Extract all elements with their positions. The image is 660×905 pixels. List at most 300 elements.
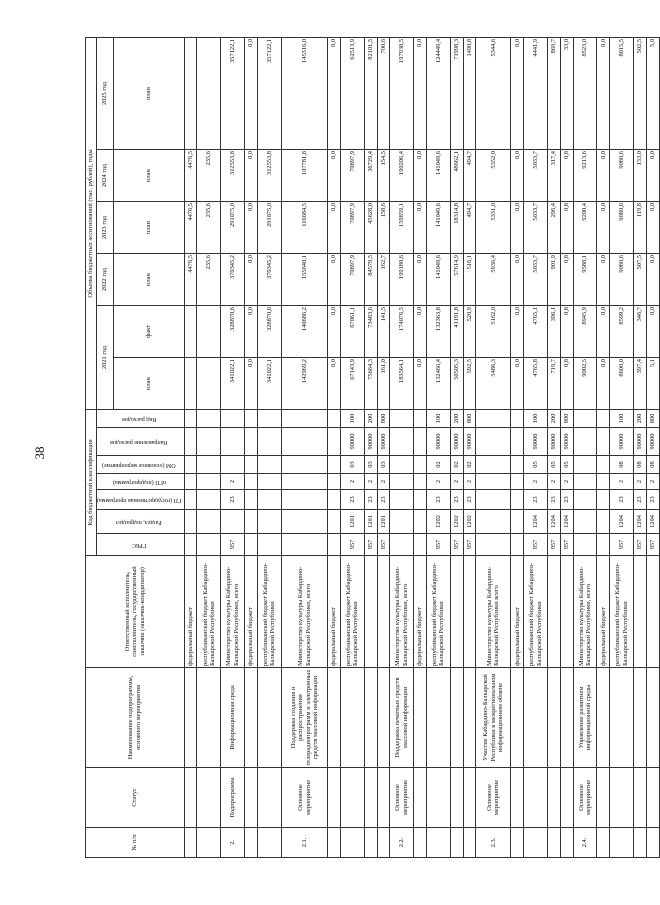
cell-fact-2021: 0,0	[245, 306, 258, 358]
cell-status	[634, 768, 647, 828]
header-plan-2025: план	[113, 37, 184, 149]
header-year-2023: 2023 год	[97, 202, 114, 254]
cell-direction	[257, 428, 281, 456]
cell-name	[610, 668, 634, 768]
cell-num	[560, 828, 573, 858]
cell-plan-2022: 57614,9	[450, 254, 463, 306]
cell-num: 2.1.	[281, 828, 327, 858]
cell-num	[426, 828, 450, 858]
cell-plan-2023: 0,0	[328, 202, 341, 254]
cell-pgp: 2	[221, 474, 245, 490]
cell-name: Поддержка создания и распространения телерадиопрограмм и электронных средств массовой информации	[281, 668, 327, 768]
cell-plan-2022: 901,9	[548, 254, 561, 306]
cell-grbs: 957	[340, 534, 364, 556]
cell-gp	[390, 490, 414, 510]
cell-expense-type	[597, 410, 610, 428]
cell-plan-2025: 33,0	[560, 37, 573, 149]
table-row	[426, 37, 450, 857]
cell-plan-2022: 155640,1	[281, 254, 327, 306]
cell-pgp	[197, 474, 221, 490]
cell-direction	[245, 428, 258, 456]
cell-gp: 23	[610, 490, 634, 510]
cell-status	[610, 768, 634, 828]
cell-pgp: 2	[426, 474, 450, 490]
cell-plan-2022: 141049,6	[426, 254, 450, 306]
cell-om: 02	[426, 456, 450, 474]
header-direction: Направление расходов	[97, 428, 185, 456]
page-number: 38	[32, 446, 47, 460]
cell-status: Основное мероприятие	[281, 768, 327, 828]
cell-section	[476, 510, 511, 534]
cell-name	[548, 668, 561, 768]
cell-status	[450, 768, 463, 828]
cell-num	[377, 828, 390, 858]
cell-gp	[245, 490, 258, 510]
cell-name	[597, 668, 610, 768]
cell-section	[281, 510, 327, 534]
cell-num	[184, 828, 197, 858]
cell-num	[364, 828, 377, 858]
cell-section	[511, 510, 524, 534]
cell-grbs	[390, 534, 414, 556]
cell-plan-2021	[184, 358, 197, 410]
cell-fact-2021: 5162,0	[476, 306, 511, 358]
cell-plan-2024: 5352,0	[476, 150, 511, 202]
table-row	[377, 37, 390, 857]
cell-gp: 23	[426, 490, 450, 510]
cell-gp: 23	[377, 490, 390, 510]
table-row	[340, 37, 364, 857]
cell-plan-2025: 0,0	[328, 37, 341, 149]
cell-section	[221, 510, 245, 534]
cell-name: Информационная среда	[221, 668, 245, 768]
cell-status: Подпрограмма	[221, 768, 245, 828]
cell-pgp: 2	[560, 474, 573, 490]
cell-om	[184, 456, 197, 474]
cell-executor: федеральный бюджет	[328, 556, 341, 668]
cell-name	[634, 668, 647, 768]
cell-num	[610, 828, 634, 858]
cell-plan-2021: 341022,1	[221, 358, 245, 410]
cell-plan-2025: 71998,3	[450, 37, 463, 149]
cell-plan-2022: 0,0	[328, 254, 341, 306]
cell-gp	[597, 490, 610, 510]
cell-status	[377, 768, 390, 828]
cell-pgp	[573, 474, 597, 490]
header-name: Наименование подпрограммы, основного мероприятия	[86, 668, 185, 768]
cell-plan-2025: 869,7	[548, 37, 561, 149]
cell-section	[257, 510, 281, 534]
cell-executor	[548, 556, 561, 668]
cell-name	[245, 668, 258, 768]
cell-grbs	[573, 534, 597, 556]
cell-fact-2021: 328870,6	[221, 306, 245, 358]
cell-plan-2023: 291075,0	[221, 202, 245, 254]
cell-pgp	[184, 474, 197, 490]
cell-plan-2021: 0,0	[245, 358, 258, 410]
cell-plan-2024: 494,7	[463, 150, 476, 202]
cell-direction: 90000	[364, 428, 377, 456]
cell-name	[524, 668, 548, 768]
cell-plan-2025: 8523,0	[573, 37, 597, 149]
cell-plan-2021: 0,8	[560, 358, 573, 410]
cell-plan-2023: 291075,0	[257, 202, 281, 254]
cell-direction	[597, 428, 610, 456]
cell-num	[548, 828, 561, 858]
cell-plan-2024: 0,0	[511, 150, 524, 202]
cell-plan-2024: 317,4	[548, 150, 561, 202]
cell-status	[364, 768, 377, 828]
cell-num	[245, 828, 258, 858]
cell-grbs	[511, 534, 524, 556]
cell-pgp: 2	[524, 474, 548, 490]
cell-fact-2021: 328870,6	[257, 306, 281, 358]
cell-grbs	[245, 534, 258, 556]
cell-plan-2022: 199180,6	[390, 254, 414, 306]
cell-direction: 90000	[560, 428, 573, 456]
cell-plan-2025: 502,5	[634, 37, 647, 149]
cell-plan-2022: 0,0	[414, 254, 427, 306]
cell-section	[390, 510, 414, 534]
cell-section: 1201	[364, 510, 377, 534]
cell-pgp: 2	[377, 474, 390, 490]
cell-plan-2023: 18314,8	[450, 202, 463, 254]
cell-section: 1204	[634, 510, 647, 534]
cell-plan-2025	[197, 37, 221, 149]
cell-pgp	[597, 474, 610, 490]
cell-executor: Министерство культуры Кабардино-Балкарской Республики, всего	[281, 556, 327, 668]
cell-plan-2025	[184, 37, 197, 149]
cell-plan-2025: 145316,0	[281, 37, 327, 149]
cell-direction: 90000	[426, 428, 450, 456]
cell-plan-2022: 9588,1	[573, 254, 597, 306]
table-row	[414, 37, 427, 857]
cell-name	[364, 668, 377, 768]
cell-executor	[634, 556, 647, 668]
cell-expense-type	[197, 410, 221, 428]
table-row	[597, 37, 610, 857]
cell-expense-type: 800	[646, 410, 659, 428]
cell-expense-type	[245, 410, 258, 428]
cell-pgp	[476, 474, 511, 490]
cell-plan-2022: 0,0	[597, 254, 610, 306]
cell-expense-type	[281, 410, 327, 428]
cell-plan-2024: 190206,4	[390, 150, 414, 202]
cell-section: 1204	[524, 510, 548, 534]
cell-plan-2025: 62513,9	[340, 37, 364, 149]
cell-plan-2022: 0,8	[560, 254, 573, 306]
cell-section: 1202	[426, 510, 450, 534]
cell-section	[414, 510, 427, 534]
cell-expense-type: 800	[377, 410, 390, 428]
cell-om	[221, 456, 245, 474]
cell-executor: республиканский бюджет Кабардино-Балкарской Республики	[257, 556, 281, 668]
cell-plan-2023: 0,8	[560, 202, 573, 254]
cell-gp: 23	[548, 490, 561, 510]
cell-plan-2023: 494,7	[463, 202, 476, 254]
cell-expense-type: 100	[426, 410, 450, 428]
cell-grbs	[184, 534, 197, 556]
cell-plan-2024: 312553,8	[257, 150, 281, 202]
cell-executor	[560, 556, 573, 668]
header-gp: ГП (государственная программа)	[97, 490, 185, 510]
cell-pgp: 2	[340, 474, 364, 490]
cell-expense-type: 100	[610, 410, 634, 428]
cell-gp: 23	[340, 490, 364, 510]
cell-gp	[281, 490, 327, 510]
cell-name	[184, 668, 197, 768]
cell-plan-2024: 0,0	[646, 150, 659, 202]
cell-name	[257, 668, 281, 768]
header-om: ОМ (основное мероприятие)	[97, 456, 185, 474]
header-year-2022: 2022 год	[97, 254, 114, 306]
cell-executor	[364, 556, 377, 668]
cell-plan-2022: 9080,6	[610, 254, 634, 306]
cell-plan-2024: 0,0	[328, 150, 341, 202]
cell-plan-2021: 397,4	[634, 358, 647, 410]
cell-executor	[463, 556, 476, 668]
cell-plan-2023: 158,6	[377, 202, 390, 254]
cell-executor	[450, 556, 463, 668]
table-row	[646, 37, 659, 857]
cell-status	[646, 768, 659, 828]
cell-grbs	[414, 534, 427, 556]
cell-direction	[184, 428, 197, 456]
cell-executor: республиканский бюджет Кабардино-Балкарской Республики	[426, 556, 450, 668]
header-plan-2022: план	[113, 254, 184, 306]
cell-expense-type: 100	[340, 410, 364, 428]
table-row	[245, 37, 258, 857]
cell-plan-2025: 0,0	[597, 37, 610, 149]
cell-status	[548, 768, 561, 828]
cell-executor: Министерство культуры Кабардино-Балкарской Республики, всего	[573, 556, 597, 668]
cell-plan-2021: 0,0	[597, 358, 610, 410]
cell-plan-2021	[197, 358, 221, 410]
cell-plan-2024: 9213,6	[573, 150, 597, 202]
cell-plan-2023: 0,0	[511, 202, 524, 254]
cell-plan-2024: 312553,8	[221, 150, 245, 202]
table-row	[476, 37, 511, 857]
cell-name	[340, 668, 364, 768]
cell-gp: 23	[450, 490, 463, 510]
cell-num	[524, 828, 548, 858]
cell-grbs: 957	[426, 534, 450, 556]
cell-plan-2023: 141049,6	[426, 202, 450, 254]
cell-plan-2024: 0,0	[414, 150, 427, 202]
cell-section: 1201	[340, 510, 364, 534]
cell-grbs	[281, 534, 327, 556]
table-body	[184, 37, 659, 857]
table-row	[573, 37, 597, 857]
header-year-2024: 2024 год	[97, 150, 114, 202]
cell-fact-2021: 132363,8	[426, 306, 450, 358]
cell-plan-2021: 5486,3	[476, 358, 511, 410]
cell-gp: 23	[560, 490, 573, 510]
cell-section: 1204	[646, 510, 659, 534]
cell-direction	[573, 428, 597, 456]
cell-plan-2022: 370345,2	[221, 254, 245, 306]
cell-plan-2023: 159859,1	[390, 202, 414, 254]
cell-plan-2024: 48662,1	[450, 150, 463, 202]
cell-plan-2023: 4476,5	[184, 202, 197, 254]
cell-plan-2021: 341022,1	[257, 358, 281, 410]
cell-plan-2022: 5033,7	[524, 254, 548, 306]
cell-plan-2023: 70897,9	[340, 202, 364, 254]
cell-num	[197, 828, 221, 858]
cell-om: 03	[364, 456, 377, 474]
header-fact-2021: факт	[113, 306, 184, 358]
table-row	[610, 37, 634, 857]
cell-name	[450, 668, 463, 768]
cell-expense-type: 100	[524, 410, 548, 428]
cell-name	[197, 668, 221, 768]
table-row	[184, 37, 197, 857]
cell-pgp: 2	[450, 474, 463, 490]
cell-plan-2024: 235,6	[197, 150, 221, 202]
cell-gp	[184, 490, 197, 510]
cell-status	[245, 768, 258, 828]
cell-om: 03	[377, 456, 390, 474]
cell-section	[245, 510, 258, 534]
cell-om: 03	[340, 456, 364, 474]
cell-num	[634, 828, 647, 858]
cell-num	[450, 828, 463, 858]
cell-om: 05	[560, 456, 573, 474]
cell-fact-2021: 0,0	[597, 306, 610, 358]
cell-fact-2021: 520,9	[463, 306, 476, 358]
cell-expense-type	[573, 410, 597, 428]
cell-plan-2024: 5033,7	[524, 150, 548, 202]
cell-executor: Министерство культуры Кабардино-Балкарской Республики, всего	[390, 556, 414, 668]
cell-fact-2021: 4765,1	[524, 306, 548, 358]
cell-status: Основное мероприятие	[476, 768, 511, 828]
cell-grbs: 957	[560, 534, 573, 556]
cell-grbs	[597, 534, 610, 556]
cell-plan-2022: 0,0	[511, 254, 524, 306]
cell-plan-2025: 1490,8	[463, 37, 476, 149]
cell-plan-2023: 5033,7	[524, 202, 548, 254]
cell-plan-2021: 161,0	[377, 358, 390, 410]
cell-plan-2025: 5344,6	[476, 37, 511, 149]
cell-executor	[377, 556, 390, 668]
cell-fact-2021: 174076,5	[390, 306, 414, 358]
cell-om	[245, 456, 258, 474]
cell-executor: республиканский бюджет Кабардино-Балкарской Республики	[340, 556, 364, 668]
cell-executor: федеральный бюджет	[245, 556, 258, 668]
cell-plan-2021: 132466,4	[426, 358, 450, 410]
cell-num: 2.2.	[390, 828, 414, 858]
cell-fact-2021: 8945,9	[573, 306, 597, 358]
cell-section: 1204	[610, 510, 634, 534]
cell-plan-2024: 4476,5	[184, 150, 197, 202]
cell-section	[597, 510, 610, 534]
cell-plan-2022: 235,6	[197, 254, 221, 306]
cell-om	[476, 456, 511, 474]
cell-section: 1201	[377, 510, 390, 534]
cell-plan-2022: 0,0	[245, 254, 258, 306]
cell-fact-2021: 0,0	[511, 306, 524, 358]
cell-plan-2023: 235,6	[197, 202, 221, 254]
cell-section	[573, 510, 597, 534]
table-row	[450, 37, 463, 857]
cell-gp: 23	[463, 490, 476, 510]
cell-direction	[281, 428, 327, 456]
cell-gp	[257, 490, 281, 510]
cell-expense-type	[257, 410, 281, 428]
cell-om	[511, 456, 524, 474]
cell-name	[463, 668, 476, 768]
cell-grbs: 957	[524, 534, 548, 556]
cell-plan-2024: 107781,8	[281, 150, 327, 202]
cell-num	[463, 828, 476, 858]
cell-om	[197, 456, 221, 474]
cell-plan-2023: 0,0	[414, 202, 427, 254]
cell-fact-2021: 8599,2	[610, 306, 634, 358]
cell-fact-2021: 141,5	[377, 306, 390, 358]
cell-fact-2021: 73483,6	[364, 306, 377, 358]
cell-num	[511, 828, 524, 858]
cell-plan-2025: 0,0	[511, 37, 524, 149]
cell-om	[281, 456, 327, 474]
header-volumes: Объемы бюджетных ассигнований (тыс. рублей), годы	[86, 37, 97, 409]
cell-om: 08	[634, 456, 647, 474]
table-row	[221, 37, 245, 857]
cell-executor: федеральный бюджет	[414, 556, 427, 668]
cell-plan-2021: 67143,9	[340, 358, 364, 410]
header-grbs: ГРБС	[97, 534, 185, 556]
table-row	[511, 37, 524, 857]
cell-num: 2.3.	[476, 828, 511, 858]
cell-executor: Министерство культуры Кабардино-Балкарской Республики всего	[476, 556, 511, 668]
cell-gp	[328, 490, 341, 510]
cell-plan-2025: 124449,4	[426, 37, 450, 149]
cell-status: Основное мероприятие	[390, 768, 414, 828]
cell-plan-2025: 357122,1	[221, 37, 245, 149]
cell-fact-2021: 346,7	[634, 306, 647, 358]
cell-name	[511, 668, 524, 768]
cell-plan-2021: 75664,3	[364, 358, 377, 410]
cell-direction: 90000	[610, 428, 634, 456]
cell-status	[560, 768, 573, 828]
cell-plan-2021: 9002,5	[573, 358, 597, 410]
cell-plan-2021: 0,0	[414, 358, 427, 410]
cell-plan-2021: 0,0	[511, 358, 524, 410]
cell-direction: 90000	[377, 428, 390, 456]
budget-table	[85, 37, 660, 858]
cell-executor: республиканский бюджет Кабардино-Балкарской Республики	[524, 556, 548, 668]
cell-executor: республиканский бюджет Кабардино-Балкарской Республики	[610, 556, 634, 668]
header-executor: Ответственный исполнитель, соисполнитель, государственный заказчик (заказчик-координатор)	[86, 556, 185, 668]
cell-direction: 90000	[524, 428, 548, 456]
cell-num: 2.	[221, 828, 245, 858]
table-row	[197, 37, 221, 857]
cell-om	[597, 456, 610, 474]
cell-plan-2024: 0,0	[597, 150, 610, 202]
cell-plan-2021: 5,1	[646, 358, 659, 410]
cell-expense-type: 800	[463, 410, 476, 428]
cell-plan-2025: 4441,9	[524, 37, 548, 149]
cell-om: 05	[548, 456, 561, 474]
cell-gp	[573, 490, 597, 510]
cell-expense-type	[390, 410, 414, 428]
cell-plan-2023: 0,0	[646, 202, 659, 254]
cell-gp	[414, 490, 427, 510]
cell-expense-type: 200	[364, 410, 377, 428]
cell-direction	[390, 428, 414, 456]
cell-direction: 90000	[340, 428, 364, 456]
cell-grbs	[476, 534, 511, 556]
cell-fact-2021: 140686,2	[281, 306, 327, 358]
